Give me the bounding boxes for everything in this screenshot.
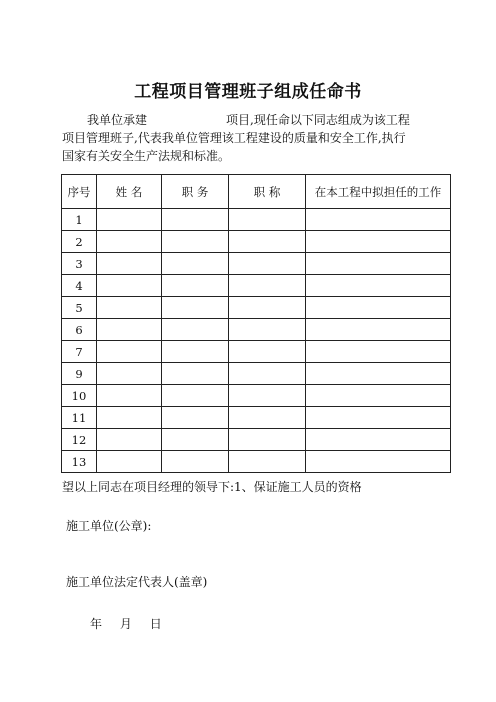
position-cell xyxy=(162,451,229,473)
row-index: 1 xyxy=(62,209,97,231)
title-cell xyxy=(229,253,306,275)
title-cell xyxy=(229,231,306,253)
table-row xyxy=(62,275,451,297)
table-row xyxy=(62,319,451,341)
intro-line-2: 项目管理班子,代表我单位管理该工程建设的质量和安全工作,执行 xyxy=(62,131,406,145)
role-cell xyxy=(306,253,451,275)
table-row xyxy=(62,231,451,253)
row-index: 3 xyxy=(62,253,97,275)
role-cell xyxy=(306,451,451,473)
position-cell xyxy=(162,231,229,253)
table-header-row xyxy=(62,175,451,209)
role-cell xyxy=(306,341,451,363)
title-cell xyxy=(229,407,306,429)
name-cell xyxy=(97,297,162,319)
intro-line-1-part-a: 我单位承建 xyxy=(87,113,148,127)
name-cell xyxy=(97,319,162,341)
name-cell xyxy=(97,341,162,363)
header-index: 序号 xyxy=(62,175,97,209)
row-index: 4 xyxy=(62,275,97,297)
team-roster-table xyxy=(61,174,451,473)
table-row xyxy=(62,407,451,429)
header-position: 职 务 xyxy=(162,175,229,209)
name-cell xyxy=(97,407,162,429)
name-cell xyxy=(97,363,162,385)
date-day-label: 日 xyxy=(149,617,162,631)
row-index: 13 xyxy=(62,451,97,473)
title-cell xyxy=(229,275,306,297)
role-cell xyxy=(306,209,451,231)
unit-seal-label: 施工单位(公章): xyxy=(66,519,152,533)
position-cell xyxy=(162,407,229,429)
role-cell xyxy=(306,407,451,429)
name-cell xyxy=(97,253,162,275)
header-role: 在本工程中拟担任的工作 xyxy=(306,175,451,209)
table-row xyxy=(62,385,451,407)
document-title: 工程项目管理班子组成任命书 xyxy=(134,82,362,102)
date-month-label: 月 xyxy=(119,617,132,631)
role-cell xyxy=(306,429,451,451)
role-cell xyxy=(306,363,451,385)
table-row xyxy=(62,363,451,385)
role-cell xyxy=(306,275,451,297)
row-index: 9 xyxy=(62,363,97,385)
date-year-label: 年 xyxy=(90,617,103,631)
table-row xyxy=(62,341,451,363)
row-index: 12 xyxy=(62,429,97,451)
position-cell xyxy=(162,275,229,297)
intro-line-1 xyxy=(62,111,447,129)
row-index: 6 xyxy=(62,319,97,341)
intro-paragraph xyxy=(62,111,447,165)
row-index: 11 xyxy=(62,407,97,429)
header-title: 职 称 xyxy=(229,175,306,209)
row-index: 10 xyxy=(62,385,97,407)
position-cell xyxy=(162,363,229,385)
intro-line-3: 国家有关安全生产法规和标准。 xyxy=(62,149,231,163)
name-cell xyxy=(97,385,162,407)
title-cell xyxy=(229,319,306,341)
position-cell xyxy=(162,341,229,363)
intro-line-1-part-b: 项目,现任命以下同志组成为该工程 xyxy=(226,113,410,127)
table-row xyxy=(62,451,451,473)
row-index: 5 xyxy=(62,297,97,319)
signature-date xyxy=(90,615,176,632)
title-cell xyxy=(229,429,306,451)
name-cell xyxy=(97,451,162,473)
legal-representative-label: 施工单位法定代表人(盖章) xyxy=(66,575,208,589)
header-name: 姓 名 xyxy=(97,175,162,209)
table-row xyxy=(62,297,451,319)
name-cell xyxy=(97,275,162,297)
row-index: 2 xyxy=(62,231,97,253)
leadership-note: 望以上同志在项目经理的领导下:1、保证施工人员的资格 xyxy=(62,480,362,494)
title-cell xyxy=(229,363,306,385)
table-row xyxy=(62,429,451,451)
role-cell xyxy=(306,231,451,253)
table-row xyxy=(62,209,451,231)
title-cell xyxy=(229,385,306,407)
name-cell xyxy=(97,231,162,253)
position-cell xyxy=(162,209,229,231)
name-cell xyxy=(97,429,162,451)
position-cell xyxy=(162,385,229,407)
role-cell xyxy=(306,319,451,341)
name-cell xyxy=(97,209,162,231)
position-cell xyxy=(162,253,229,275)
title-cell xyxy=(229,341,306,363)
title-cell xyxy=(229,297,306,319)
role-cell xyxy=(306,297,451,319)
position-cell xyxy=(162,429,229,451)
table-row xyxy=(62,253,451,275)
role-cell xyxy=(306,385,451,407)
title-cell xyxy=(229,451,306,473)
position-cell xyxy=(162,319,229,341)
row-index: 7 xyxy=(62,341,97,363)
title-cell xyxy=(229,209,306,231)
position-cell xyxy=(162,297,229,319)
